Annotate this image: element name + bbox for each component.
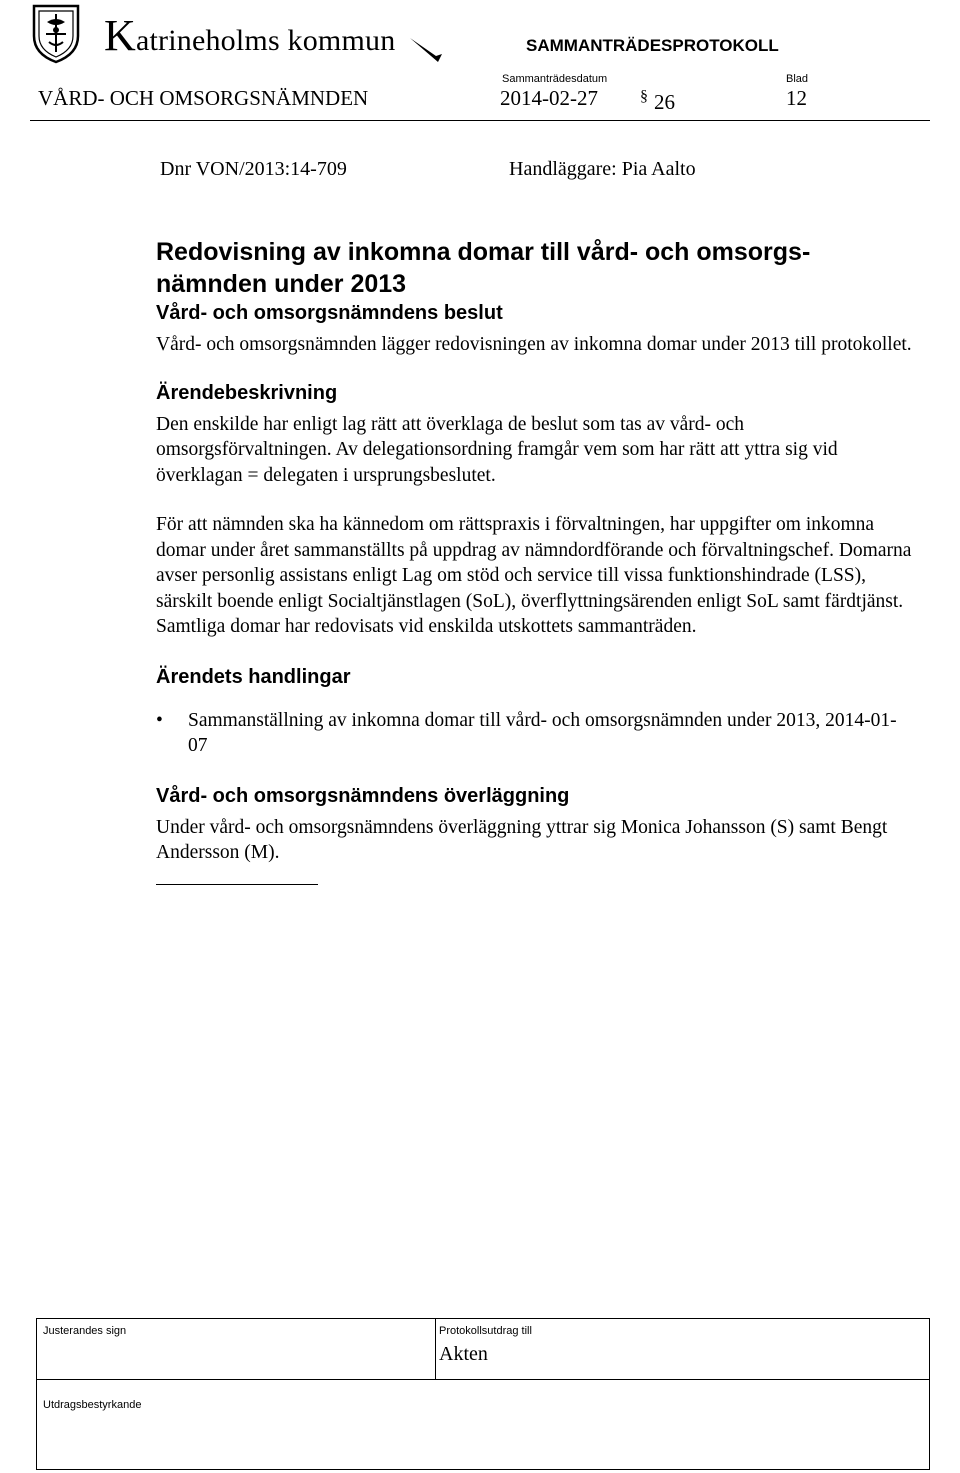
- protocol-title: SAMMANTRÄDESPROTOKOLL: [526, 36, 779, 55]
- municipality-name: [104, 11, 396, 60]
- header-divider: [30, 120, 930, 121]
- deliberation-heading: Vård- och omsorgsnämndens överläggning: [156, 784, 570, 807]
- page-label: Blad: [786, 73, 809, 85]
- description-paragraph-1: Den enskilde har enligt lag rätt att överklaga de beslut som tas av vård- och omsorgsförvaltningen. Av delegationsordning framgår vem som har rätt att yttra sig vid överklagan = delegaten i ursprungsbeslutet.: [156, 413, 838, 486]
- protokollsutdrag-value: Akten: [439, 1343, 488, 1365]
- page-number: 12: [786, 86, 807, 110]
- deliberation-text: Under vård- och omsorgsnämndens överläggning yttrar sig Monica Johansson (S) samt Bengt Andersson (M).: [156, 816, 888, 863]
- footer-vertical-divider: [435, 1319, 436, 1379]
- document-body: [156, 236, 916, 885]
- utdragsbestyrkande-label: Utdragsbestyrkande: [43, 1399, 142, 1411]
- description-paragraph-2: För att nämnden ska ha kännedom om rättspraxis i förvaltningen, har uppgifter om inkomna domar under året sammanställts på uppdrag av nämndordförande och förvaltningschef. Domarna avser personlig assistans enligt Lag om stöd och service till vissa funktionshindrade (LSS), särskilt boende enligt Socialtjänstlagen (SoL), överflyttningsärenden enligt SoL samt färdtjänst.: [156, 514, 912, 612]
- brand-slash-mark: [408, 36, 442, 62]
- justerandes-sign-label: Justerandes sign: [43, 1325, 127, 1337]
- section-end-line: [156, 884, 318, 885]
- document-title-line-2: nämnden under 2013: [156, 270, 407, 298]
- brand-rest: atrineholms kommun: [135, 24, 396, 57]
- signature-footer: [36, 1318, 930, 1470]
- decision-heading: Vård- och omsorgsnämndens beslut: [156, 302, 503, 324]
- meeting-date: 2014-02-27: [500, 86, 598, 110]
- case-number: Dnr VON/2013:14-709: [160, 158, 347, 180]
- meeting-date-label: Sammanträdesdatum: [502, 73, 608, 85]
- documents-heading: Ärendets handlingar: [156, 665, 351, 688]
- description-heading: Ärendebeskrivning: [156, 381, 338, 404]
- case-officer: Handläggare: Pia Aalto: [509, 158, 696, 180]
- department-name: VÅRD- OCH OMSORGSNÄMNDEN: [38, 86, 369, 110]
- document-title-line-1: Redovisning av inkomna domar till vård- och omsorgs-: [156, 238, 811, 266]
- paragraph-number: 26: [654, 90, 675, 114]
- paragraph-mark: §: [640, 88, 648, 105]
- municipal-crest-logo: [30, 2, 82, 64]
- list-item: [156, 708, 916, 759]
- document-item-text: Sammanställning av inkomna domar till vård- och omsorgsnämnden under 2013, 2014-01-07: [188, 709, 897, 756]
- footer-horizontal-divider: [37, 1379, 929, 1380]
- description-paragraph-3: Samtliga domar har redovisats vid enskilda utskottets sammanträden.: [156, 616, 697, 637]
- decision-text: Vård- och omsorgsnämnden lägger redovisningen av inkomna domar under 2013 till protokollet.: [156, 334, 912, 355]
- protokollsutdrag-label: Protokollsutdrag till: [439, 1325, 532, 1337]
- brand-initial: K: [104, 11, 136, 60]
- bullet-icon: •: [156, 709, 163, 731]
- documents-list: [156, 708, 916, 759]
- document-title: [156, 236, 916, 300]
